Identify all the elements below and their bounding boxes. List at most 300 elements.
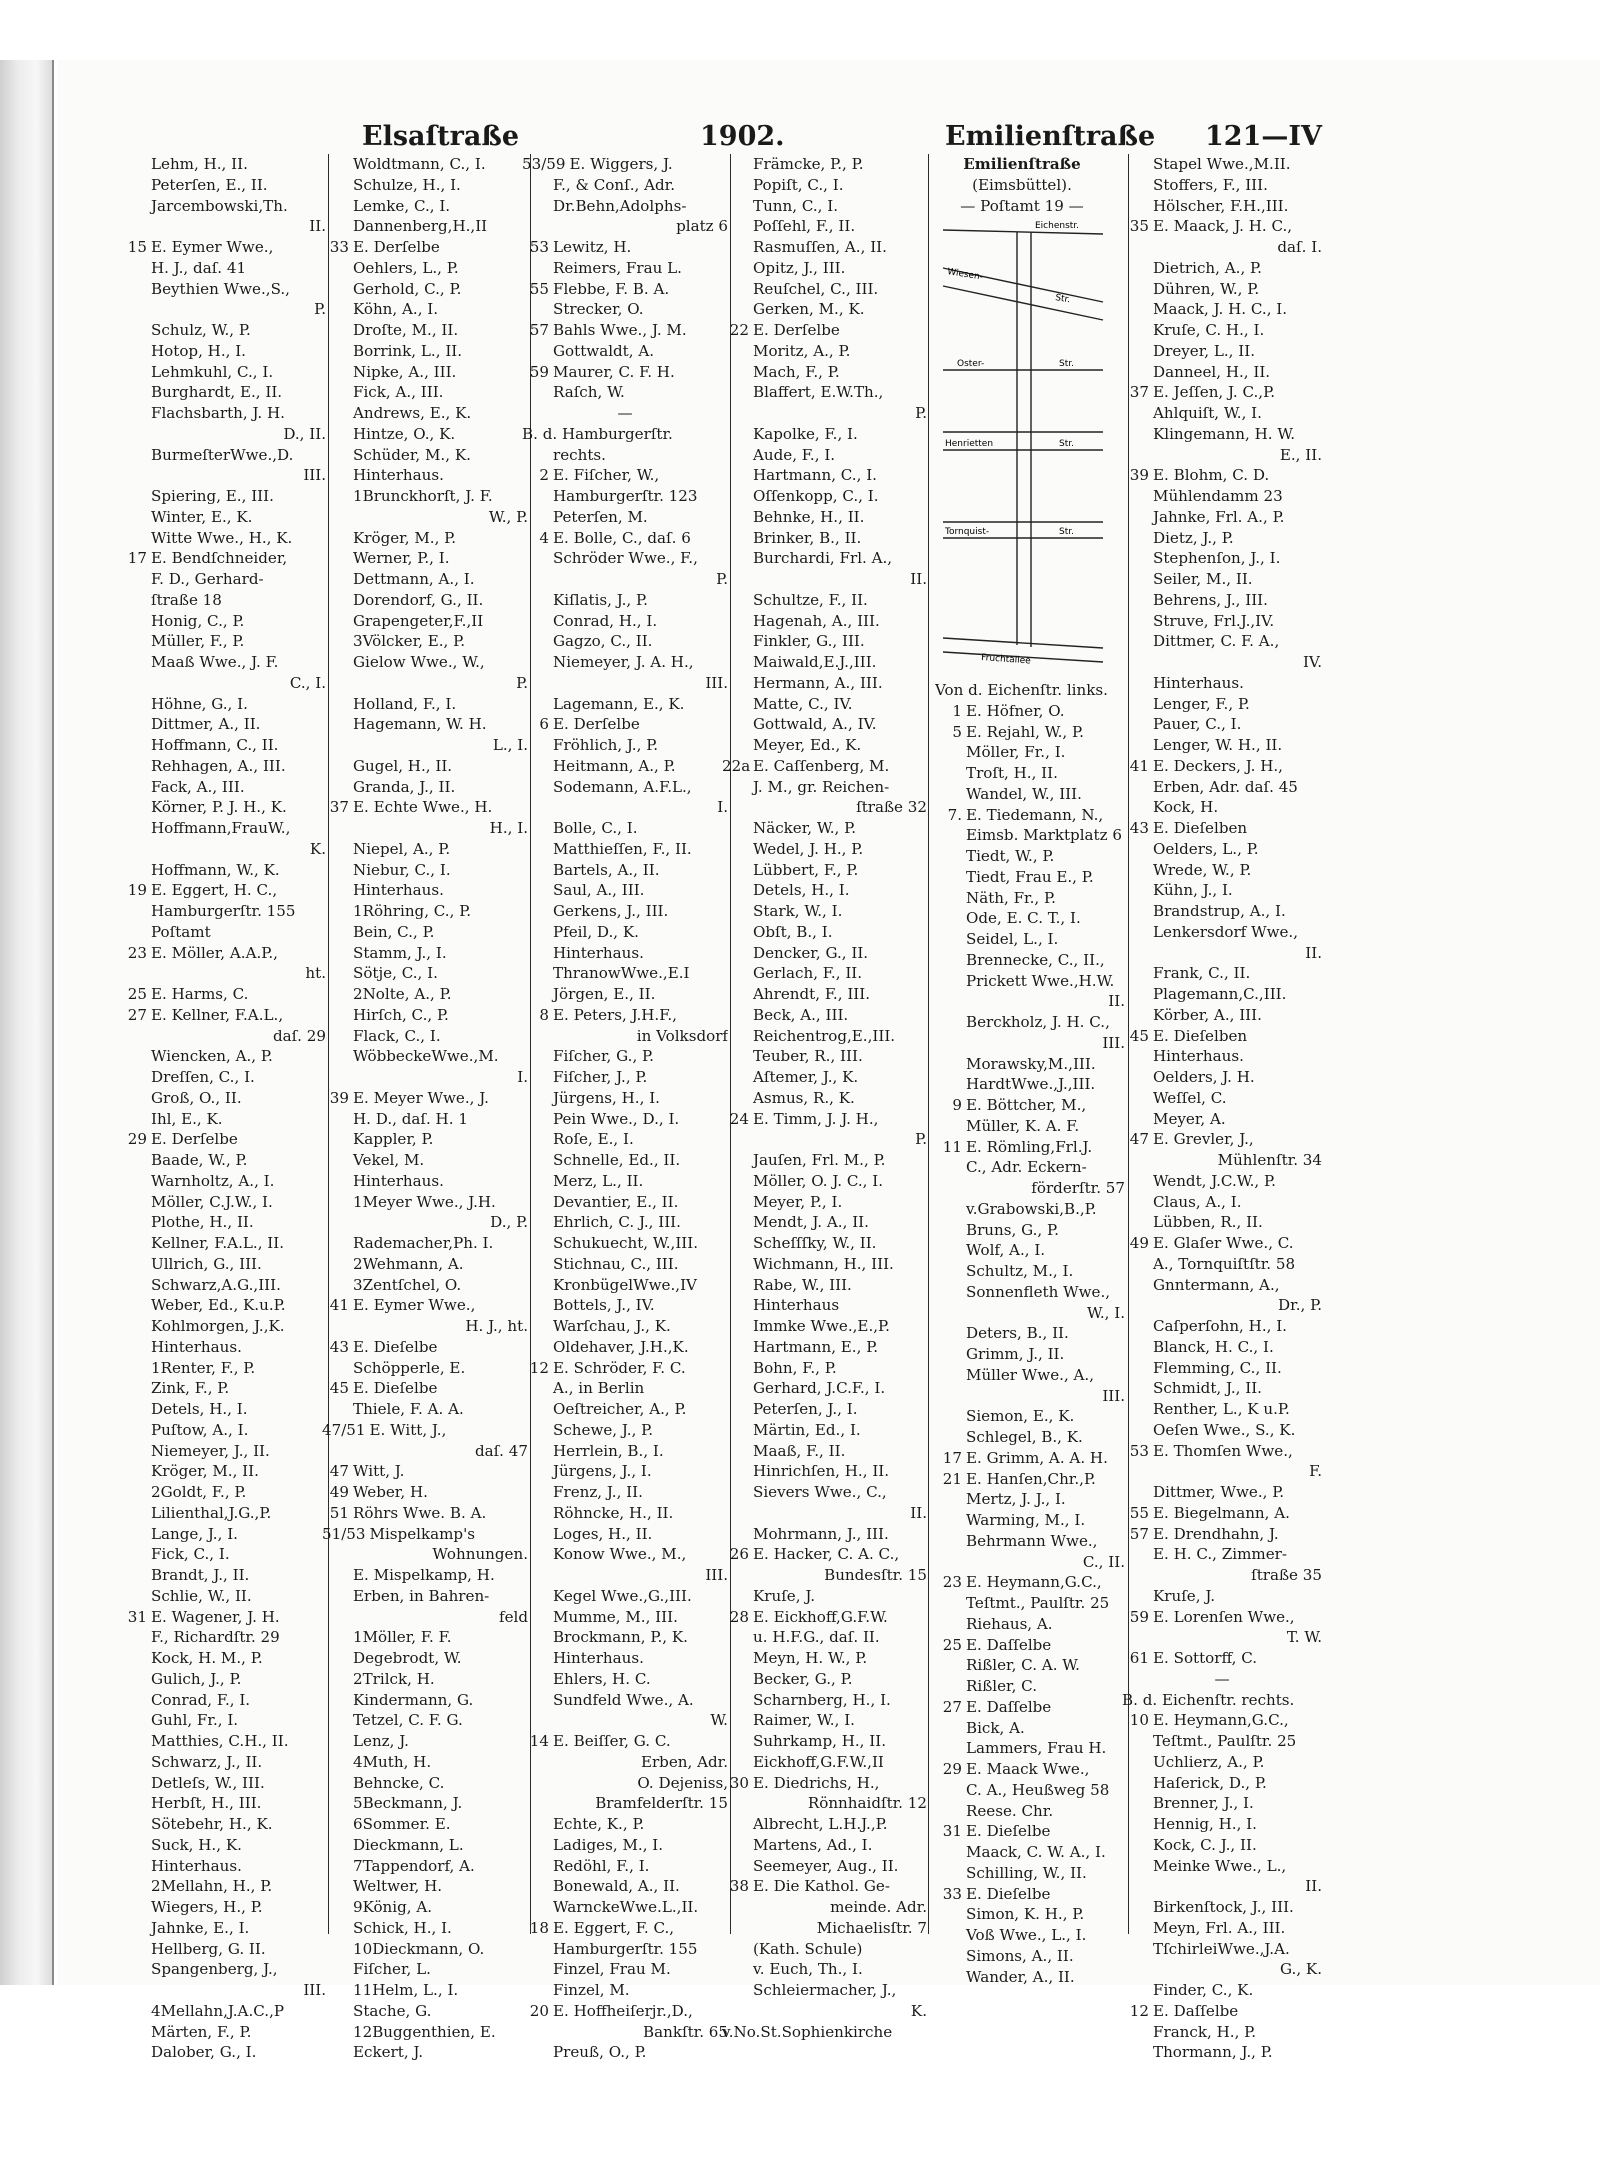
entry-text: Beythien Wwe.,S., [151, 279, 290, 298]
entry-text: Jörgen, E., II. [553, 985, 656, 1003]
directory-entry [522, 341, 728, 362]
house-number: 61 [1129, 1649, 1149, 1667]
directory-entry [722, 1876, 927, 1897]
entry-text: E. Biegelmann, A. [1153, 1503, 1290, 1522]
directory-column-3 [522, 154, 728, 2063]
directory-entry [722, 1856, 927, 1877]
entry-text: Meyn, H. W., P. [753, 1649, 868, 1667]
directory-entry [935, 1344, 1125, 1365]
entry-text: Siemon, E., K. [966, 1407, 1075, 1426]
entry-text: Stache, G. [353, 2001, 432, 2020]
entry-text: Fröhlich, J., P. [553, 736, 659, 754]
entry-text: Thormann, J., P. [1153, 2043, 1273, 2062]
directory-entry [1122, 507, 1322, 528]
entry-text: Bick, A. [966, 1718, 1025, 1737]
directory-entry [522, 694, 728, 715]
map-street-line [943, 638, 1103, 648]
entry-text: Hinterhaus [753, 1296, 840, 1315]
directory-entry [522, 175, 728, 196]
entry-text: Gielow Wwe., W., [353, 653, 485, 671]
entry-text: Weſſel, C. [1153, 1088, 1227, 1107]
entry-text: Dr., P. [1278, 1296, 1322, 1315]
directory-entry [322, 237, 528, 258]
directory-entry [120, 943, 326, 964]
directory-entry [935, 1489, 1125, 1510]
directory-entry [522, 320, 728, 341]
directory-entry [1122, 1275, 1322, 1296]
entry-text: Schüder, M., K. [353, 445, 471, 464]
directory-entry [522, 1752, 728, 1773]
directory-entry [1122, 465, 1322, 486]
entry-text: rechts. [553, 445, 606, 464]
entry-text: Gerlach, F., II. [753, 964, 863, 983]
entry-text: Bramfelderſtr. 15 [595, 1794, 728, 1813]
entry-text: F., & Conſ., Adr. [553, 175, 676, 194]
entry-text: Ullrich, G., III. [151, 1254, 262, 1273]
entry-text: Popiſt, C., I. [753, 175, 844, 194]
entry-text: daſ. I. [1277, 238, 1322, 256]
directory-entry [1122, 1378, 1322, 1399]
directory-entry [935, 1157, 1125, 1178]
directory-entry [1122, 1399, 1322, 1420]
directory-entry [120, 880, 326, 901]
directory-entry [935, 1593, 1125, 1614]
directory-entry [120, 963, 326, 984]
entry-text: J. M., gr. Reichen- [753, 777, 890, 796]
entry-text: E. Daſſelbe [966, 1635, 1052, 1654]
directory-entry [722, 1171, 927, 1192]
directory-entry [935, 742, 1125, 763]
directory-entry [1122, 735, 1322, 756]
entry-text: Erben, Adr. daſ. 45 [1153, 777, 1298, 796]
entry-text: Näcker, W., P. [753, 819, 857, 837]
directory-entry [322, 1607, 528, 1628]
entry-text: Gerken, M., K. [753, 300, 865, 319]
entry-text: Mispelkamp's [369, 1524, 475, 1543]
directory-entry [935, 1469, 1125, 1490]
entry-text: Schwarz, J., II. [151, 1752, 263, 1771]
directory-entry [722, 1088, 927, 1109]
entry-text: Rißler, C. A. W. [966, 1656, 1080, 1675]
emilien-title: Emilienſtraße [963, 155, 1081, 173]
entry-text: Warming, M., I. [966, 1511, 1086, 1529]
directory-entry [935, 1801, 1125, 1822]
entry-text: Rißler, C. [966, 1677, 1037, 1695]
directory-entry [522, 1856, 728, 1877]
directory-entry [1122, 1046, 1322, 1067]
house-number: 7. [947, 805, 962, 824]
entry-text: Pauer, C., I. [1153, 715, 1242, 734]
directory-entry [322, 1337, 528, 1358]
directory-entry [120, 714, 326, 735]
entry-text: Jahnke, E., I. [151, 1918, 250, 1937]
entry-text: E. Derſelbe [553, 715, 640, 734]
entry-text: Hinterhaus. [353, 466, 444, 485]
entry-text: Opitz, J., III. [753, 258, 846, 277]
entry-text: D., II. [283, 424, 326, 443]
directory-entry [722, 154, 927, 175]
entry-text: 1Brunckhorſt, J. F. [353, 487, 493, 505]
entry-text: Dittmer, C. F. A., [1153, 632, 1280, 651]
directory-entry [120, 1046, 326, 1067]
directory-entry [322, 1212, 528, 1233]
entry-text: (Kath. Schule) [753, 1939, 863, 1958]
entry-text: Witt, J. [353, 1462, 405, 1481]
entry-text: Claus, A., I. [1153, 1192, 1242, 1211]
directory-entry [120, 1171, 326, 1192]
directory-entry [1122, 2042, 1322, 2063]
entry-text: Niepel, A., P. [353, 839, 451, 858]
entry-text: C., I. [289, 673, 326, 692]
entry-text: Bruns, G., P. [966, 1220, 1059, 1239]
entry-text: Flemming, C., II. [1153, 1358, 1282, 1377]
entry-text: Kock, C. J., II. [1153, 1835, 1257, 1854]
directory-entry [722, 1544, 927, 1565]
entry-text: E. Grimm, A. A. H. [966, 1448, 1108, 1467]
directory-entry [522, 818, 728, 839]
directory-entry [322, 1461, 528, 1482]
directory-entry [935, 1904, 1125, 1925]
directory-entry [322, 1109, 528, 1130]
entry-text: Fiſcher, L. [353, 1960, 431, 1979]
entry-text: Eickhoff,G.F.W.,II [753, 1752, 884, 1771]
entry-text: E. Echte Wwe., H. [353, 798, 493, 817]
directory-entry [722, 486, 927, 507]
entry-text: Degebrodt, W. [353, 1649, 462, 1667]
entry-text: Voß Wwe., L., I. [966, 1926, 1087, 1944]
directory-entry [322, 1399, 528, 1420]
entry-text: Behncke, C. [353, 1773, 445, 1792]
directory-entry [935, 1033, 1125, 1054]
house-number: 51/53 [322, 1524, 366, 1543]
directory-entry [120, 216, 326, 237]
entry-text: 3Zentſchel, O. [353, 1275, 462, 1294]
directory-entry [935, 1365, 1125, 1386]
directory-entry [120, 1773, 326, 1794]
entry-text: Fiſcher, J., P. [553, 1068, 648, 1086]
entry-text: Finzel, Frau M. [553, 1960, 671, 1979]
entry-text: Lenger, W. H., II. [1153, 736, 1283, 754]
directory-entry [322, 1814, 528, 1835]
directory-entry [722, 1752, 927, 1773]
directory-entry [1122, 777, 1322, 798]
entry-text: 2Mellahn, H., P. [151, 1877, 273, 1896]
directory-entry [722, 1295, 927, 1316]
directory-entry [120, 1316, 326, 1337]
map-label-wiesen: Wiesen- [946, 267, 984, 283]
entry-text: E. H. C., Zimmer- [1153, 1545, 1287, 1564]
entry-text: Zink, F., P. [151, 1379, 230, 1398]
entry-text: Kühn, J., I. [1153, 881, 1233, 900]
directory-entry [1122, 1171, 1322, 1192]
entry-text: Redöhl, F., I. [553, 1856, 650, 1875]
directory-entry [120, 486, 326, 507]
directory-entry [322, 818, 528, 839]
directory-entry [120, 1876, 326, 1897]
entry-text: Uchlierz, A., P. [1153, 1752, 1265, 1771]
directory-entry [120, 652, 326, 673]
entry-text: Franck, H., P. [1153, 2022, 1257, 2041]
entry-text: Jauſen, Frl. M., P. [753, 1151, 886, 1169]
entry-text: Lübbert, F., P. [753, 860, 859, 879]
directory-entry [522, 1669, 728, 1690]
entry-text: Guhl, Fr., I. [151, 1711, 239, 1730]
directory-entry [722, 652, 927, 673]
entry-text: Hoffmann, C., II. [151, 736, 279, 754]
directory-entry [120, 901, 326, 922]
directory-entry [722, 1690, 927, 1711]
directory-entry [722, 1918, 927, 1939]
entry-text: Groß, O., II. [151, 1088, 242, 1107]
entry-text: Jarcembowski,Th. [151, 196, 288, 215]
directory-entry [522, 1026, 728, 1047]
directory-entry [522, 1233, 728, 1254]
entry-text: Kruſe, J. [753, 1586, 816, 1605]
directory-entry [522, 1067, 728, 1088]
entry-text: Främcke, P., P. [753, 155, 864, 173]
directory-entry [722, 880, 927, 901]
directory-entry [120, 341, 326, 362]
directory-entry [120, 258, 326, 279]
house-number: 49 [1129, 1234, 1149, 1252]
directory-entry [120, 1793, 326, 1814]
entry-text: Hintze, O., K. [353, 424, 456, 443]
directory-entry [935, 1406, 1125, 1427]
directory-entry [522, 1192, 728, 1213]
directory-entry [120, 777, 326, 798]
directory-entry [322, 569, 528, 590]
entry-text: Burchardi, Frl. A., [753, 549, 893, 568]
directory-entry [120, 1939, 326, 1960]
entry-text: Kellner, F.A.L., II. [151, 1234, 285, 1252]
directory-entry [322, 922, 528, 943]
directory-entry [1122, 1731, 1322, 1752]
directory-entry [322, 403, 528, 424]
directory-entry [1122, 548, 1322, 569]
directory-entry [522, 1254, 728, 1275]
directory-entry [935, 1925, 1125, 1946]
entry-text: Dreyer, L., II. [1153, 341, 1256, 360]
house-number: 12 [1129, 2001, 1149, 2020]
directory-entry [120, 922, 326, 943]
directory-entry [120, 1378, 326, 1399]
entry-text: Hartmann, C., I. [753, 466, 877, 485]
directory-entry [522, 1939, 728, 1960]
entry-text: Finzel, M. [553, 1981, 630, 1999]
entry-text: E. Möller, A.A.P., [151, 943, 278, 962]
entry-text: Bonewald, A., II. [553, 1877, 680, 1896]
directory-entry [935, 1427, 1125, 1448]
house-number: 25 [127, 985, 147, 1003]
entry-text: Hagemann, W. H. [353, 715, 487, 734]
entry-text: Nipke, A., III. [353, 362, 457, 381]
entry-text: Meyer, P., I. [753, 1192, 843, 1211]
entry-text: W. [710, 1711, 728, 1730]
directory-entry [1122, 1192, 1322, 1213]
directory-entry [522, 1980, 728, 2001]
directory-entry [1122, 631, 1322, 652]
entry-text: A., in Berlin [553, 1379, 645, 1398]
directory-entry [522, 1607, 728, 1628]
entry-text: E. Bendſchneider, [151, 549, 288, 568]
directory-entry [322, 362, 528, 383]
directory-entry [935, 1967, 1125, 1988]
directory-entry [935, 1655, 1125, 1676]
directory-entry [522, 445, 728, 466]
entry-text: E. Römling,Frl.J. [966, 1137, 1093, 1156]
directory-entry [722, 735, 927, 756]
directory-entry [522, 901, 728, 922]
directory-entry [322, 1524, 528, 1545]
entry-text: Riehaus, A. [966, 1614, 1053, 1633]
directory-entry [935, 1012, 1125, 1033]
entry-text: WarnckeWwe.L.,II. [553, 1898, 699, 1916]
entry-text: Hinterhaus. [353, 1171, 444, 1190]
entry-text: Dreſſen, C., I. [151, 1068, 255, 1086]
entry-text: Renther, L., K u.P. [1153, 1400, 1290, 1418]
entry-text: Tiedt, Frau E., P. [966, 867, 1094, 886]
entry-text: II. [910, 570, 927, 588]
directory-entry [120, 611, 326, 632]
directory-entry [1122, 1337, 1322, 1358]
entry-text: Märtin, Ed., I. [753, 1420, 861, 1439]
entry-text: Matte, C., IV. [753, 694, 853, 713]
map-label-tornquist: Tornquist- [945, 527, 990, 537]
entry-text: Kruſe, C. H., I. [1153, 321, 1265, 339]
directory-entry [322, 797, 528, 818]
directory-entry [722, 694, 927, 715]
entry-text: Lehmkuhl, C., I. [151, 362, 274, 381]
entry-text: Hellberg, G. II. [151, 1939, 266, 1958]
directory-entry [522, 1565, 728, 1586]
entry-text: Borrink, L., II. [353, 341, 463, 360]
directory-entry [1122, 175, 1322, 196]
directory-entry [522, 922, 728, 943]
directory-entry [120, 320, 326, 341]
entry-text: E. Fiſcher, W., [553, 466, 660, 485]
entry-text: E. Beiſſer, G. C. [553, 1732, 671, 1750]
directory-entry [522, 548, 728, 569]
house-number: 47/51 [322, 1420, 366, 1439]
directory-entry [722, 797, 927, 818]
entry-text: Raimer, W., I. [753, 1711, 855, 1730]
directory-entry [935, 971, 1125, 992]
house-number: 43 [329, 1337, 349, 1356]
entry-text: E. Deckers, J. H., [1153, 756, 1283, 775]
directory-entry [120, 237, 326, 258]
entry-text: Woldtmann, C., I. [353, 155, 486, 173]
entry-text: Fiſcher, G., P. [553, 1047, 654, 1066]
directory-entry [722, 714, 927, 735]
directory-entry [1122, 1690, 1322, 1711]
directory-entry [120, 279, 326, 300]
entry-text: Pfeil, D., K. [553, 922, 639, 941]
directory-entry [522, 1690, 728, 1711]
entry-text: Dencker, G., II. [753, 943, 869, 962]
directory-entry [120, 1212, 326, 1233]
entry-text: Oeſen Wwe., S., K. [1153, 1420, 1296, 1439]
directory-entry [722, 258, 927, 279]
entry-text: Preuß, O., P. [553, 2043, 647, 2062]
directory-entry [935, 1323, 1125, 1344]
entry-text: Scharnberg, H., I. [753, 1690, 891, 1709]
entry-text: Ladiges, M., I. [553, 1835, 664, 1854]
entry-text: Bartels, A., II. [553, 860, 660, 879]
entry-text: E. Tiedemann, N., [966, 805, 1104, 824]
directory-entry [935, 722, 1125, 743]
entry-text: Matthies, C.H., II. [151, 1732, 289, 1750]
directory-entry [722, 2022, 927, 2043]
entry-text: Sundfeld Wwe., A. [553, 1690, 694, 1709]
entry-text: Beck, A., III. [753, 1005, 849, 1024]
directory-entry [1122, 1939, 1322, 1960]
house-number: 29 [942, 1760, 962, 1778]
entry-text: Immke Wwe.,E.,P. [753, 1317, 890, 1335]
entry-text: Wohnungen. [432, 1545, 528, 1564]
entry-text: Ahlquiſt, W., I. [1153, 404, 1262, 422]
directory-entry [522, 1835, 728, 1856]
entry-text: Rönnhaidſtr. 12 [807, 1794, 927, 1813]
directory-entry [1122, 1648, 1322, 1669]
directory-entry [1122, 196, 1322, 217]
entry-text: Raſch, W. [553, 383, 625, 402]
directory-entry [1122, 1358, 1322, 1379]
entry-text: Schulze, H., I. [353, 175, 461, 194]
directory-entry [935, 1738, 1125, 1759]
emilien-entries [935, 680, 1125, 1987]
directory-entry [120, 1710, 326, 1731]
directory-entry [322, 777, 528, 798]
directory-entry [1122, 1461, 1322, 1482]
directory-entry [522, 528, 728, 549]
entry-text: 1Meyer Wwe., J.H. [353, 1192, 496, 1211]
directory-entry [722, 1399, 927, 1420]
entry-text: Gerhard, J.C.F., I. [753, 1379, 886, 1398]
house-number: 28 [729, 1607, 749, 1626]
entry-text: Kröger, M., II. [151, 1462, 259, 1481]
entry-text: L., I. [492, 736, 528, 754]
entry-text: Asmus, R., K. [753, 1088, 855, 1107]
entry-text: Schulz, W., P. [151, 321, 251, 339]
directory-entry [120, 1109, 326, 1130]
entry-text: E. Daſſelbe [1153, 2001, 1239, 2020]
entry-text: Erben, in Bahren- [353, 1586, 490, 1605]
directory-entry [322, 1939, 528, 1960]
entry-text: Lenger, F., P. [1153, 694, 1250, 713]
directory-entry [120, 1088, 326, 1109]
entry-text: Reese. Chr. [966, 1801, 1054, 1820]
entry-text: Körner, P. J. H., K. [151, 798, 287, 817]
entry-text: Deters, B., II. [966, 1324, 1069, 1343]
entry-text: Kock, H. M., P. [151, 1649, 263, 1667]
entry-text: Michaelisſtr. 7 [816, 1918, 927, 1937]
house-number: 22 [729, 321, 749, 339]
entry-text: Frank, C., II. [1153, 964, 1251, 983]
entry-text: Wandel, W., III. [966, 784, 1082, 803]
directory-entry [322, 1690, 528, 1711]
directory-entry [120, 1399, 326, 1420]
entry-text: Droſte, M., II. [353, 321, 459, 339]
directory-entry [722, 1793, 927, 1814]
entry-text: Ihl, E., K. [151, 1109, 223, 1128]
directory-entry [935, 1303, 1125, 1324]
entry-text: E. Rejahl, W., P. [966, 722, 1084, 741]
directory-entry [522, 1295, 728, 1316]
entry-text: Matthieſſen, F., II. [553, 839, 692, 858]
directory-entry [522, 1814, 728, 1835]
directory-entry [1122, 1254, 1322, 1275]
directory-entry [120, 1026, 326, 1047]
